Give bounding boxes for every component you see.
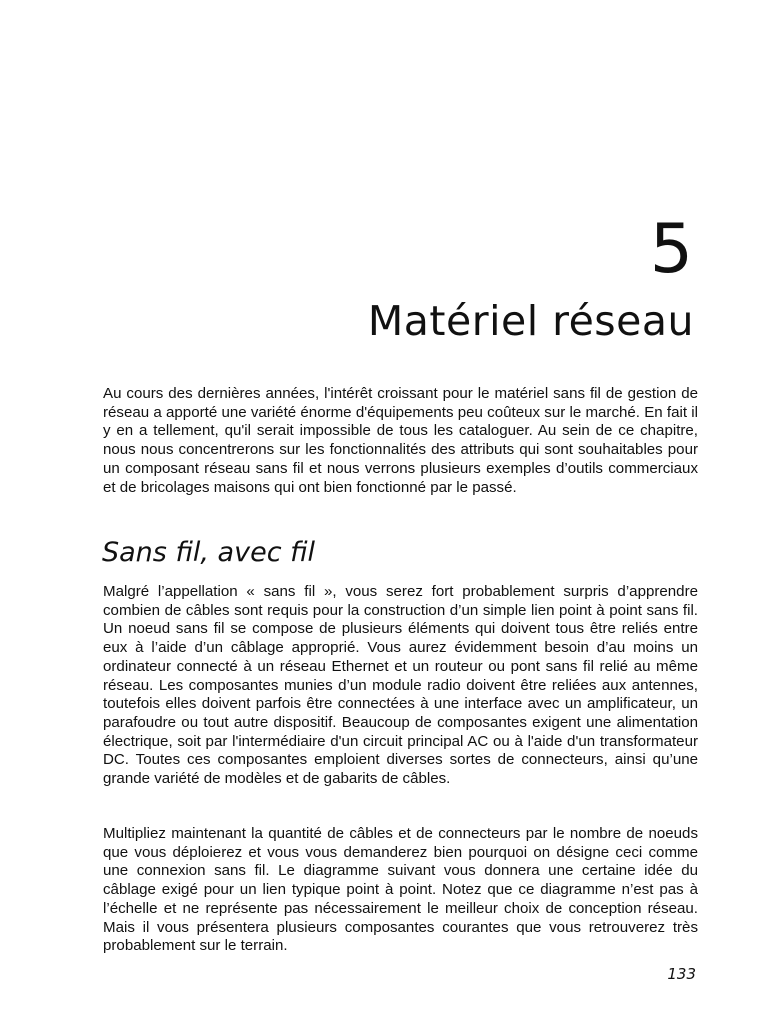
page-number: 133 [667, 965, 696, 983]
chapter-number: 5 [649, 210, 693, 289]
section-paragraph-2: Multipliez maintenant la quantité de câbles et de connecteurs par le nombre de noeuds que vous déploierez et vous vous demanderez bien pourquoi on désigne ceci comme une connexion sans fil. Le diagramme suivant vous donnera une certaine idée du câblage exigé pour un lien typique point à point. Notez que ce diagramme n’est pas à l’échelle et ne représente pas nécessairement le meilleur choix de conception réseau. Mais il vous présentera plusieurs composantes courantes que vous retrouverez très probablement sur le terrain. [103, 825, 698, 955]
intro-paragraph: Au cours des dernières années, l'intérêt croissant pour le matériel sans fil de gestion de réseau a apporté une variété énorme d'équipements peu coûteux sur le marché. En fait il y en a tellement, qu'il serait impossible de tous les cataloguer. Au sein de ce chapitre, nous nous concentrerons sur les fonctionnalités des attributs qui sont souhaitables pour un composant réseau sans fil et nous verrons plusieurs exemples d’outils commerciaux et de bricolages maisons qui ont bien fonctionné par le passé. [103, 385, 698, 496]
section-heading: Sans fil, avec fil [102, 537, 316, 568]
chapter-title: Matériel réseau [367, 297, 694, 345]
section-paragraph-1: Malgré l’appellation « sans fil », vous serez fort probablement surpris d’apprendre combien de câbles sont requis pour la construction d’un simple lien point à point sans fil. Un noeud sans fil se compose de plusieurs éléments qui doivent tous être reliés entre eux à l’aide d’un câblage approprié. Vous aurez évidemment besoin d’au moins un ordinateur connecté à un réseau Ethernet et un routeur ou pont sans fil relié au même réseau. Les composantes munies d’un module radio doivent être reliées aux antennes, toutefois elles doivent parfois être connectées à une interface avec un amplificateur, un parafoudre ou tout autre dispositif. Beaucoup de composantes exigent une alimentation électrique, soit par l'intermédiaire d'un circuit principal AC ou à l'aide d'un transformateur DC. Toutes ces composantes emploient diverses sortes de connecteurs, ainsi qu’une grande variété de modèles et de gabarits de câbles. [103, 583, 698, 788]
